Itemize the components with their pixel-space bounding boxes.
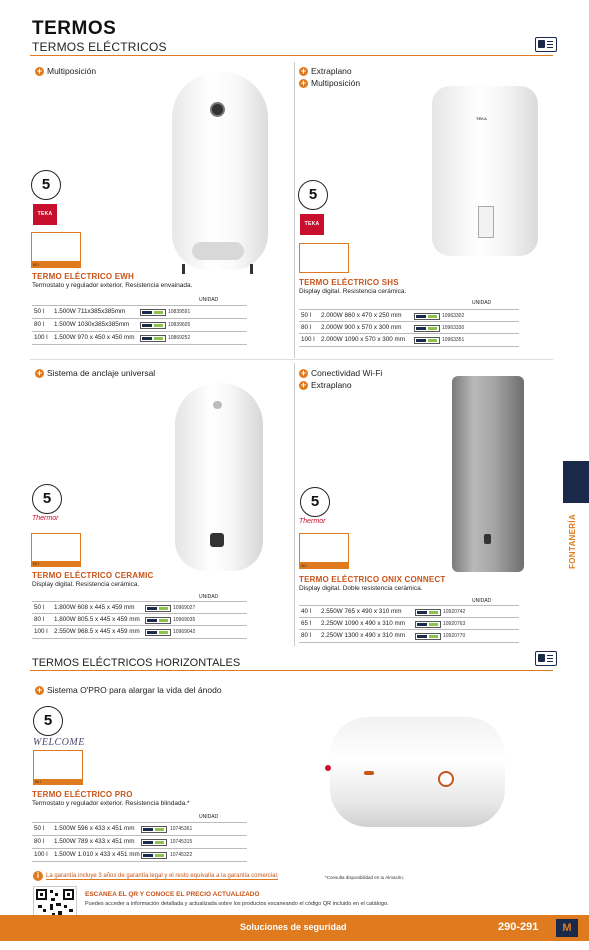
table-row: 100 l 2.550W 968.5 x 445 x 459 mm 10969042 [32,625,247,639]
table-row: 50 l 1.500W 711x385x385mm 10839591 [32,305,247,318]
unit-label: UNIDAD [472,598,492,604]
plus-icon: + [36,684,43,695]
table-row: 100 l 2.000W 1090 x 570 x 300 mm 10963351 [299,333,519,347]
unit-label: UNIDAD [199,814,219,820]
table-row: 50 l 2.000W 860 x 470 x 250 mm 10963302 [299,309,519,322]
table-row: 80 l 1.500W 789 x 433 x 451 mm 10745315 [32,835,247,848]
price-box [31,232,81,262]
product-description: Display digital. Resistencia cerámica. [32,581,140,588]
table-row: 80 l 2.000W 900 x 570 x 300 mm 10963330 [299,321,519,334]
display-panel [210,533,224,547]
guarantee-seal: 5 [298,180,328,210]
technical-sheet-icon[interactable] [535,37,557,52]
table-row: 100 l 1.500W 970 x 450 x 450 mm 10869252 [32,331,247,345]
product-name: TERMO ELÉCTRICO PRO [32,790,133,799]
water-heater-image [452,376,524,572]
page-title: TERMOS [32,18,117,39]
dial-icon [438,771,454,787]
page-numbers: 290-291 [498,921,539,933]
product-name: TERMO ELÉCTRICO EWH [32,272,135,281]
footer-section: Soluciones de seguridad [240,922,347,932]
unit-label: UNIDAD [472,300,492,306]
section-title: TERMOS ELÉCTRICOS [32,40,167,54]
display-panel [484,534,491,544]
column-divider [294,62,295,358]
product-name: TERMO ELÉCTRICO SHS [299,278,399,287]
guarantee-seal: 5 [32,484,62,514]
guarantee-note: La garantía incluye 3 años de garantía legal y el resto equivalía a la garantía comercial. [46,873,279,879]
plus-icon: + [300,77,307,88]
price-box [299,533,349,563]
price-tag: 40 l [299,563,349,569]
feature-item: + Multiposición [300,77,361,88]
column-divider [294,363,295,646]
section-title-horizontal: TERMOS ELÉCTRICOS HORIZONTALES [32,657,241,669]
price-box [31,533,81,563]
unit-label: UNIDAD [199,594,219,600]
price-tag: 50 l [31,561,81,567]
plus-icon: + [300,379,307,390]
product-description: Termostato y regulador exterior. Resistencia blindada.* [32,800,190,807]
product-name: TERMO ELÉCTRICO ONIX CONNECT [299,575,446,584]
product-name: TERMO ELÉCTRICO CERAMIC [32,571,154,580]
product-description: Termostato y regulador exterior. Resistencia envainada. [32,282,193,289]
table-row: 50 l 1.800W 608 x 445 x 459 mm 10969027 [32,601,247,614]
brand-logo-thermor: Thermor [32,515,59,522]
brand-mark: TEKA [476,116,487,121]
brand-logo-teka: TEKA [300,214,324,235]
divider [30,359,553,360]
water-heater-image [330,717,505,827]
info-icon: i [33,871,43,881]
price-box [299,243,349,273]
table-row: 80 l 1.800W 805.5 x 445 x 459 mm 10969035 [32,613,247,626]
plus-icon: + [300,367,307,378]
table-row: 80 l 2.250W 1300 x 490 x 310 mm 10920770 [299,629,519,643]
brand-logo: M [556,919,578,937]
table-row: 80 l 1.500W 1030x385x385mm 10839605 [32,318,247,331]
feature-item: + Extraplano [300,65,352,76]
water-heater-image [432,86,538,256]
availability-note: *Consulta disponibilidad en tu Almacén. [325,875,405,880]
dial-icon [210,102,225,117]
feature-item: + Sistema de anclaje universal [36,367,156,378]
price-box [33,750,83,780]
table-row: 50 l 1.500W 596 x 433 x 451 mm 10745361 [32,822,247,835]
guarantee-seal: 5 [300,487,330,517]
divider [30,670,553,671]
table-row: 40 l 2.550W 765 x 490 x 310 mm 10920742 [299,605,519,618]
feature-item: + Conectividad Wi-Fi [300,367,383,378]
divider [30,55,553,56]
brand-logo-teka: TEKA [33,204,57,225]
qr-title: ESCANEA EL QR Y CONOCE EL PRECIO ACTUALIZADO [85,891,260,898]
unit-label: UNIDAD [199,297,219,303]
footer-bar [0,915,589,941]
qr-text: Puedes acceder a información detallada y actualizada sobre los productos escaneando el código QR incluido en el catálogo. [85,901,389,907]
feature-item: + Extraplano [300,379,352,390]
side-label: FONTANERÍA [567,514,577,569]
price-tag: 50 l [33,779,83,785]
brand-mark [364,771,374,775]
brand-logo-welcome: WELCOME [33,737,85,748]
price-tag: 50 l [31,262,81,268]
control-panel [192,242,244,260]
plus-icon: + [300,65,307,76]
technical-sheet-icon[interactable] [535,651,557,666]
product-description: Display digital. Doble resistencia cerámica. [299,585,423,592]
plus-icon: + [36,65,43,76]
water-heater-image [175,383,263,571]
table-row: 65 l 2.250W 1090 x 490 x 310 mm 10920763 [299,617,519,630]
feature-item: + Multiposición [36,65,97,76]
side-tab [563,461,589,503]
brand-logo-thermor: Thermor [299,518,326,525]
product-description: Display digital. Resistencia cerámica. [299,288,407,295]
guarantee-seal: 5 [31,170,61,200]
plus-icon: + [36,367,43,378]
guarantee-seal: 5 [33,706,63,736]
table-row: 100 l 1.500W 1.010 x 433 x 451 mm 10745322 [32,848,247,862]
display-panel [478,206,494,238]
feature-item: + Sistema O'PRO para alargar la vida del ánodo [36,684,222,695]
water-heater-image [172,72,268,270]
